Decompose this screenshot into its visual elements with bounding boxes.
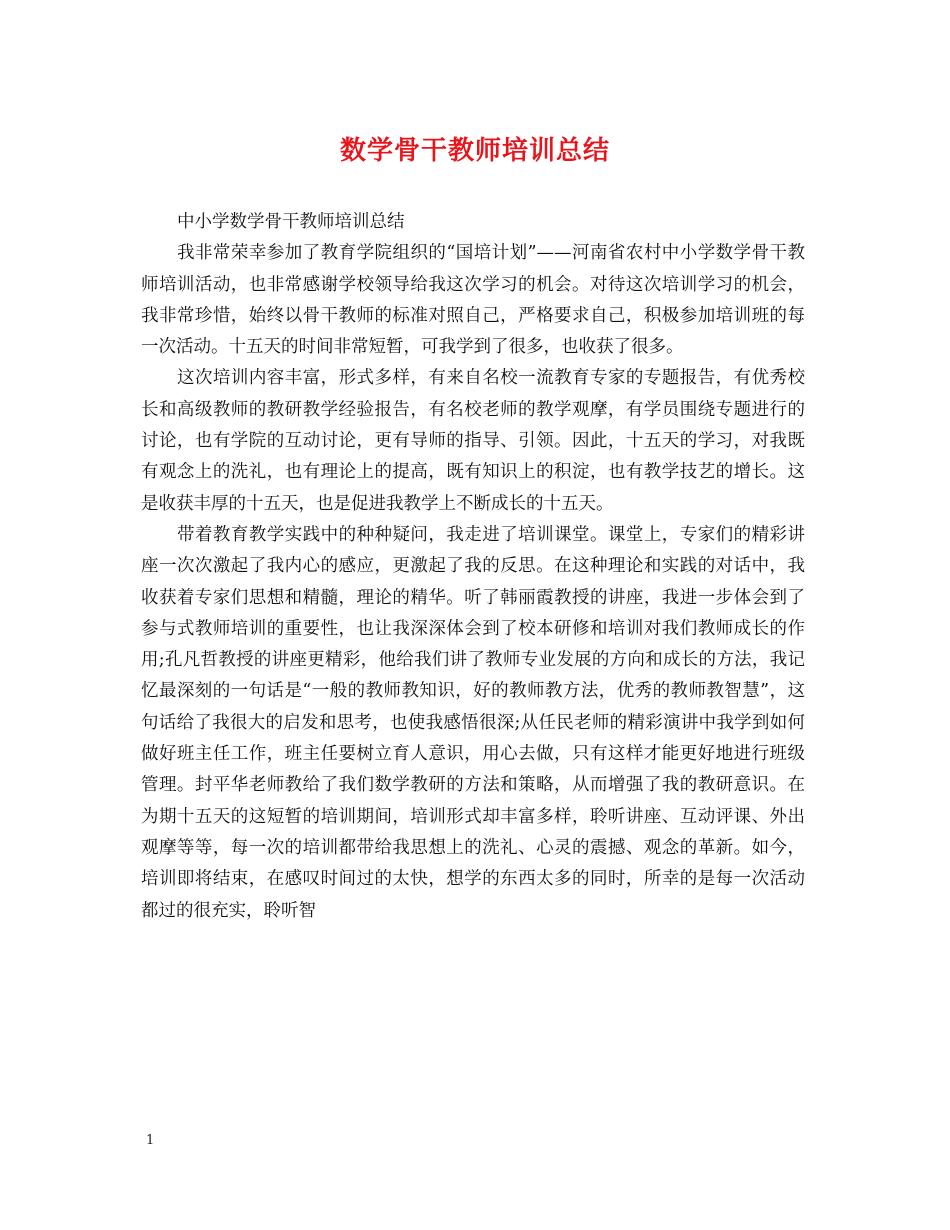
document-title: 数学骨干教师培训总结 — [339, 136, 610, 166]
document-body — [141, 207, 805, 927]
subtitle-paragraph: 中小学数学骨干教师培训总结 — [177, 212, 405, 232]
body-paragraph-2: 这次培训内容丰富，形式多样，有来自名校一流教育专家的专题报告，有优秀校长和高级教师的教研教学经验报告，有名校老师的教学观摩，有学员围绕专题进行的讨论，也有学院的互动讨论，更有导师的指导、引领。因此，十五天的学习，对我既有观念上的洗礼，也有理论上的提高，既有知识上的积淀，也有教学技艺的增长。这是收获丰厚的十五天，也是促进我教学上不断成长的十五天。 — [141, 368, 805, 514]
body-paragraph-3: 带着教育教学实践中的种种疑问，我走进了培训课堂。课堂上，专家们的精彩讲座一次次激起了我内心的感应，更激起了我的反思。在这种理论和实践的对话中，我收获着专家们思想和精髓，理论的精华。听了韩丽霞教授的讲座，我进一步体会到了参与式教师培训的重要性，也让我深深体会到了校本研修和培训对我们教师成长的作用;孔凡哲教授的讲座更精彩，他给我们讲了教师专业发展的方向和成长的方法，我记忆最深刻的一句话是“一般的教师教知识，好的教师教方法，优秀的教师教智慧”，这句话给了我很大的启发和思考，也使我感悟很深;从任民老师的精彩演讲中我学到如何做好班主任工作，班主任要树立育人意识，用心去做，只有这样才能更好地进行班级管理。封平华老师教给了我们数学教研的方法和策略，从而增强了我的教研意识。在为期十五天的这短暂的培训期间，培训形式却丰富多样，聆听讲座、互动评课、外出观摩等等，每一次的培训都带给我思想上的洗礼、心灵的震撼、观念的革新。如今，培训即将结束，在感叹时间过的太快，想学的东西太多的同时，所幸的是每一次活动都过的很充实，聆听智 — [141, 524, 805, 921]
page-number: 1 — [146, 1133, 155, 1148]
body-paragraph-1: 我非常荣幸参加了教育学院组织的“国培计划”——河南省农村中小学数学骨干教师培训活动，也非常感谢学校领导给我这次学习的机会。对待这次培训学习的机会，我非常珍惜，始终以骨干教师的标准对照自己，严格要求自己，积极参加培训班的每一次活动。十五天的时间非常短暂，可我学到了很多，也收获了很多。 — [141, 243, 805, 358]
